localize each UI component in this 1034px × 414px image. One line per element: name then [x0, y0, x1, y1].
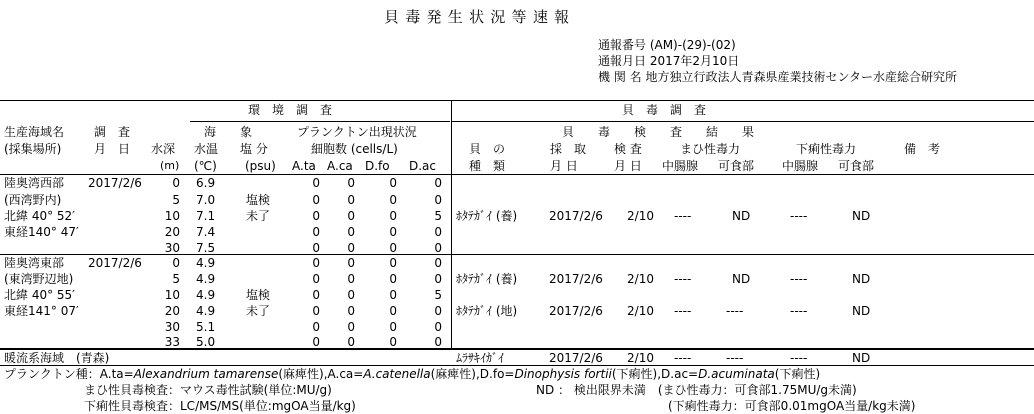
dfo-cell: 0	[389, 304, 397, 318]
collection-date-header: 採 取	[550, 142, 587, 156]
dfo-cell: 0	[389, 241, 397, 255]
temp-cell: 4.9	[196, 288, 216, 302]
depth-cell: 10	[164, 209, 180, 223]
temp-unit: (℃)	[194, 159, 217, 173]
dac-cell: 5	[434, 288, 442, 302]
dac-cell: 0	[434, 256, 442, 270]
salinity-cell: 塩検	[246, 193, 271, 207]
depth-cell: 0	[172, 176, 180, 190]
species-cell: ﾎﾀﾃｶﾞｲ (養)	[456, 272, 518, 286]
species-header: 貝 の	[469, 142, 506, 156]
diarrhetic-gut-header: 中腸腺	[782, 159, 819, 173]
ata-type: (麻痺性),A.ca=	[278, 367, 364, 381]
header-bottom-line	[0, 174, 1034, 175]
section-divider	[451, 101, 452, 348]
paralytic-edible-cell: ----	[726, 304, 744, 318]
depth-cell: 0	[172, 256, 180, 270]
test-result-header: 貝 毒 検 査 結 果	[562, 125, 755, 139]
diarrhetic-method-note: 下痢性貝毒検査：LC/MS/MS(単位:mgOA当量/kg)	[84, 399, 356, 413]
depth-cell: 30	[164, 241, 180, 255]
diarrhetic-edible-cell: ND	[852, 304, 871, 318]
diarrhetic-gut-cell: ----	[790, 304, 808, 318]
diarrhetic-edible-cell: ND	[852, 272, 871, 286]
collection-date-cell: 2017/2/6	[549, 272, 603, 286]
dfo-scientific-name: Dinophysis fortii	[514, 367, 612, 381]
station1-lat: 北緯 40° 52′	[4, 209, 75, 223]
dfo-cell: 0	[389, 335, 397, 349]
area-header: 生産海域名	[4, 125, 65, 139]
aca-cell: 0	[347, 209, 355, 223]
place-header: (採集場所)	[4, 142, 62, 156]
report-number: 通報番号 (AM)-(29)-(02)	[598, 38, 736, 52]
depth-cell: 20	[164, 304, 180, 318]
diarrhetic-edible-cell: ND	[852, 209, 871, 223]
dfo-cell: 0	[389, 320, 397, 334]
temp-cell: 7.4	[196, 225, 216, 239]
paralytic-gut-cell: ----	[674, 304, 692, 318]
temp-cell: 7.1	[196, 209, 216, 223]
ata-cell: 0	[312, 209, 320, 223]
paralytic-gut-cell: ----	[674, 209, 692, 223]
ata-header: A.ta	[292, 159, 316, 173]
temp-cell: 6.9	[196, 176, 216, 190]
paralytic-method-note: まひ性貝毒検査：マウス毒性試験(単位:MU/g)	[84, 383, 332, 397]
diarrhetic-header: 下痢性毒力	[796, 142, 857, 156]
depth-cell: 5	[172, 193, 180, 207]
dfo-cell: 0	[389, 209, 397, 223]
dac-cell: 5	[434, 209, 442, 223]
table-bottom-line	[0, 365, 1034, 366]
station2-bottom-line	[0, 348, 1034, 350]
sea-condition-header: 海 象	[204, 125, 253, 139]
salinity-unit: (psu)	[245, 159, 276, 173]
env-survey-header: 環 境 調 査	[248, 103, 333, 117]
dac-cell: 0	[434, 225, 442, 239]
ata-cell: 0	[312, 272, 320, 286]
dac-scientific-name: D.acuminata	[698, 367, 775, 381]
aca-type: (麻痺性),D.fo=	[430, 367, 515, 381]
ata-scientific-name: Alexandrium tamarense	[133, 367, 279, 381]
dac-type: (下痢性)	[774, 367, 821, 381]
dac-cell: 0	[434, 272, 442, 286]
dac-cell: 0	[434, 176, 442, 190]
paralytic-gut-header: 中腸腺	[662, 159, 699, 173]
dac-cell: 0	[434, 304, 442, 318]
shell-survey-header: 貝 毒 調 査	[622, 103, 707, 117]
diarrhetic-nd-note: (下痢性毒力：可食部0.01mgOA当量/kg未満)	[668, 399, 916, 413]
aca-cell: 0	[347, 256, 355, 270]
collection-date-header-2: 月 日	[550, 159, 578, 173]
station2-lat: 北緯 40° 55′	[4, 288, 75, 302]
inspection-date-cell: 2/10	[627, 304, 654, 318]
dfo-cell: 0	[389, 288, 397, 302]
plankton-species-note	[4, 368, 820, 380]
paralytic-edible-cell: ----	[726, 351, 744, 365]
paralytic-edible-cell: ND	[732, 272, 751, 286]
station2-lon: 東経141° 07′	[4, 304, 79, 318]
ata-cell: 0	[312, 320, 320, 334]
aca-cell: 0	[347, 288, 355, 302]
aca-cell: 0	[347, 176, 355, 190]
station3-name: 暖流系海域 (青森)	[4, 351, 110, 365]
diarrhetic-edible-cell: ND	[852, 351, 871, 365]
paralytic-edible-header: 可食部	[718, 159, 755, 173]
temp-cell: 5.0	[196, 335, 216, 349]
dac-cell: 0	[434, 320, 442, 334]
depth-cell: 33	[164, 335, 180, 349]
shell-header-underline	[452, 121, 1034, 122]
inspection-date-header-2: 月 日	[614, 159, 642, 173]
survey-date-header: 調 査	[94, 125, 131, 139]
depth-unit: (m)	[160, 159, 180, 172]
species-cell: ﾎﾀﾃｶﾞｲ (地)	[456, 304, 518, 318]
remarks-header: 備 考	[904, 142, 941, 156]
inspection-date-cell: 2/10	[627, 351, 654, 365]
species-cell: ﾎﾀﾃｶﾞｲ (養)	[456, 209, 518, 223]
table-top-line	[0, 100, 1034, 101]
station1-bottom-line	[0, 254, 1034, 255]
depth-cell: 10	[164, 288, 180, 302]
temp-cell: 5.1	[196, 320, 216, 334]
station1-place: (西湾野内)	[4, 193, 62, 207]
dfo-cell: 0	[389, 193, 397, 207]
dac-cell: 0	[434, 193, 442, 207]
ata-cell: 0	[312, 256, 320, 270]
aca-cell: 0	[347, 335, 355, 349]
aca-cell: 0	[347, 225, 355, 239]
depth-cell: 20	[164, 225, 180, 239]
station1-name: 陸奥湾西部	[4, 176, 65, 190]
temp-cell: 7.0	[196, 193, 216, 207]
species-cell: ﾑﾗｻｷｲｶﾞｲ	[456, 351, 505, 365]
station1-lon: 東経140° 47′	[4, 225, 79, 239]
temp-cell: 4.9	[196, 272, 216, 286]
ata-cell: 0	[312, 335, 320, 349]
page-title: 貝 毒 発 生 状 況 等 速 報	[384, 8, 570, 26]
dfo-header: D.fo	[365, 159, 390, 173]
cells-header: 細胞数 (cells/L)	[311, 142, 398, 156]
species-header-2: 種 類	[469, 159, 506, 173]
collection-date-cell: 2017/2/6	[549, 351, 603, 365]
station2-place: (東湾野辺地)	[4, 272, 74, 286]
nd-note: ND ： 検出限界未満 (まひ性毒力：可食部1.75MU/g未満)	[536, 383, 857, 397]
salinity-header: 塩 分	[240, 142, 268, 156]
depth-cell: 5	[172, 272, 180, 286]
aca-scientific-name: A.catenella	[363, 367, 431, 381]
report-date: 通報月日 2017年2月10日	[598, 54, 740, 68]
dfo-cell: 0	[389, 272, 397, 286]
survey-date-header-2: 月 日	[94, 142, 131, 156]
paralytic-edible-cell: ND	[732, 209, 751, 223]
diarrhetic-gut-cell: ----	[790, 272, 808, 286]
paralytic-gut-cell: ----	[674, 351, 692, 365]
aca-cell: 0	[347, 304, 355, 318]
diarrhetic-gut-cell: ----	[790, 351, 808, 365]
collection-date-cell: 2017/2/6	[549, 209, 603, 223]
dfo-type: (下痢性),D.ac=	[611, 367, 699, 381]
ata-cell: 0	[312, 225, 320, 239]
dfo-cell: 0	[389, 176, 397, 190]
paralytic-header: まひ性毒力	[680, 142, 741, 156]
station1-survey-date: 2017/2/6	[88, 176, 142, 190]
dfo-cell: 0	[389, 256, 397, 270]
dac-cell: 0	[434, 335, 442, 349]
depth-cell: 30	[164, 320, 180, 334]
salinity-cell: 未了	[246, 304, 271, 318]
ata-cell: 0	[312, 193, 320, 207]
collection-date-cell: 2017/2/6	[549, 304, 603, 318]
temp-cell: 7.5	[196, 241, 216, 255]
diarrhetic-gut-cell: ----	[790, 209, 808, 223]
inspection-date-cell: 2/10	[627, 272, 654, 286]
station2-survey-date: 2017/2/6	[88, 256, 142, 270]
temp-cell: 4.9	[196, 256, 216, 270]
temp-cell: 4.9	[196, 304, 216, 318]
dfo-cell: 0	[389, 225, 397, 239]
aca-cell: 0	[347, 272, 355, 286]
plankton-prefix: プランクトン種：A.ta=	[4, 367, 134, 381]
aca-header: A.ca	[327, 159, 353, 173]
diarrhetic-edible-header: 可食部	[838, 159, 875, 173]
salinity-cell: 未了	[246, 209, 271, 223]
ata-cell: 0	[312, 241, 320, 255]
station2-name: 陸奥湾東部	[4, 256, 65, 270]
dac-cell: 0	[434, 241, 442, 255]
env-header-underline	[190, 121, 450, 122]
ata-cell: 0	[312, 304, 320, 318]
paralytic-gut-cell: ----	[674, 272, 692, 286]
dac-header: D.ac	[409, 159, 437, 173]
aca-cell: 0	[347, 320, 355, 334]
depth-header: 水深	[151, 142, 176, 156]
temp-header: 水温	[194, 142, 219, 156]
inspection-date-header: 検 査	[614, 142, 642, 156]
ata-cell: 0	[312, 176, 320, 190]
report-agency: 機 関 名 地方独立行政法人青森県産業技術センター水産総合研究所	[598, 70, 957, 84]
aca-cell: 0	[347, 193, 355, 207]
inspection-date-cell: 2/10	[627, 209, 654, 223]
aca-cell: 0	[347, 241, 355, 255]
plankton-header: プランクトン出現状況	[297, 125, 417, 139]
ata-cell: 0	[312, 288, 320, 302]
salinity-cell: 塩検	[246, 288, 271, 302]
